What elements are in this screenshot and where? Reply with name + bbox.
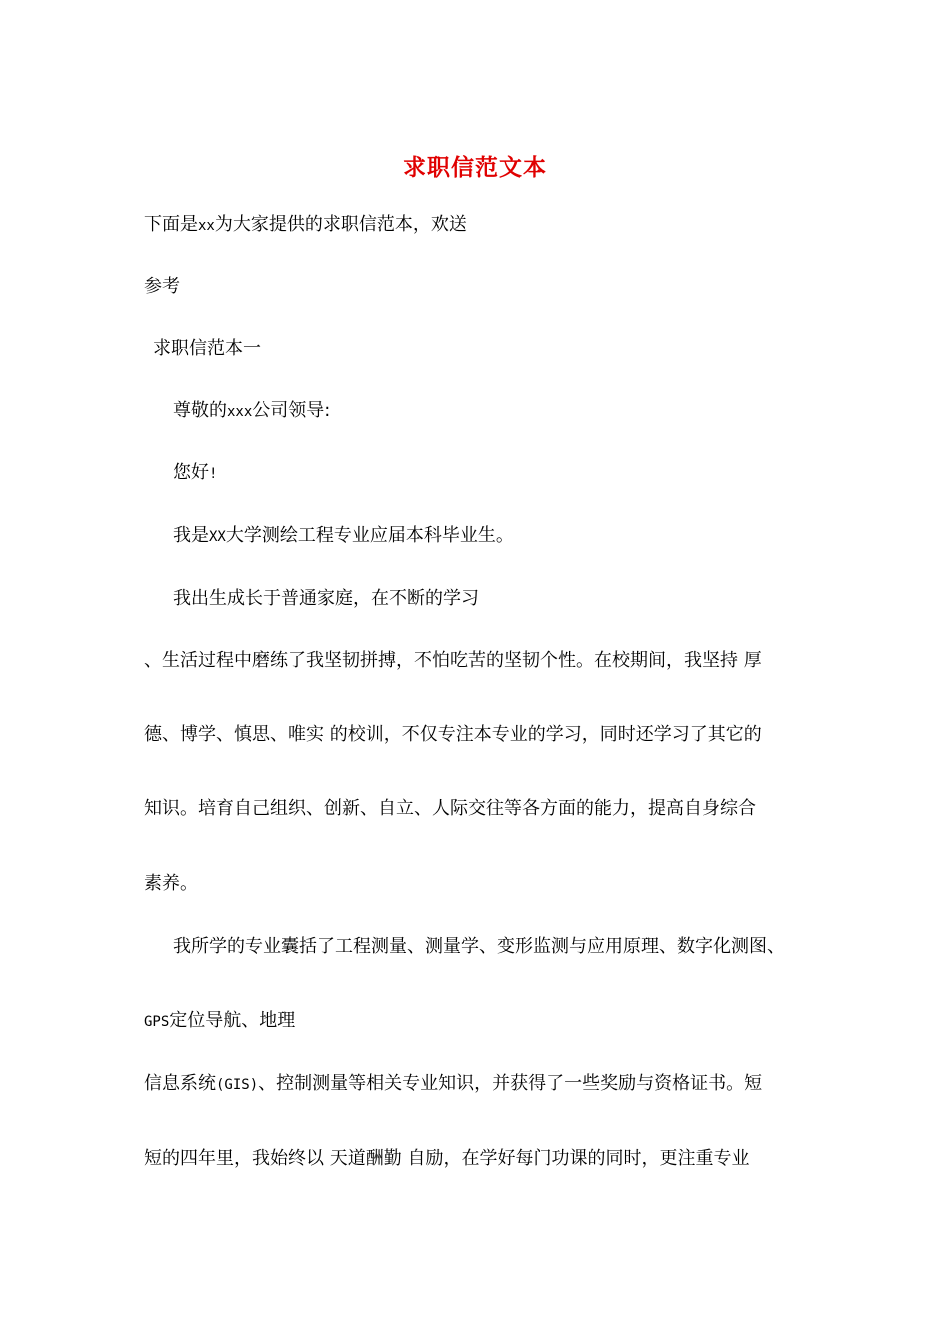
document-title: 求职信范文本 [403, 154, 547, 181]
paragraph-2-line-2: 、生活过程中磨练了我坚韧拼搏，不怕吃苦的坚韧个性。在校期间，我坚持 厚 [144, 650, 762, 671]
intro-text-c: 为大家提供的求职信范本，欢送 [214, 214, 467, 235]
intro-placeholder: xx [198, 218, 215, 234]
paragraph-3-line-2 [144, 1008, 295, 1035]
gis-text: (GIS) [216, 1077, 259, 1093]
university-placeholder: XX [209, 529, 226, 545]
greeting [173, 460, 217, 487]
paragraph-1 [173, 523, 514, 550]
p3-line2-text: 定位导航、地理 [169, 1010, 296, 1031]
salutation-text-c: 公司领导: [252, 400, 331, 421]
p1-text-c: 大学测绘工程专业应届本科毕业生。 [225, 525, 514, 546]
intro-line-2: 参考 [144, 276, 180, 297]
intro-line-1 [144, 212, 467, 239]
paragraph-3-line-1: 我所学的专业囊括了工程测量、测量学、变形监测与应用原理、数字化测图、 [173, 936, 785, 957]
paragraph-2-line-3: 德、博学、慎思、唯实 的校训，不仅专注本专业的学习，同时还学习了其它的 [144, 724, 762, 745]
paragraph-3-line-3 [144, 1071, 762, 1098]
section-heading: 求职信范本一 [153, 338, 261, 359]
p3-line3-text-a: 信息系统 [144, 1073, 216, 1094]
salutation [173, 398, 330, 425]
paragraph-2-line-1: 我出生成长于普通家庭，在不断的学习 [173, 588, 479, 609]
gps-text: GPS [144, 1014, 170, 1030]
paragraph-2-line-5: 素养。 [144, 873, 198, 894]
intro-text-a: 下面是 [144, 214, 198, 235]
salutation-text-a: 尊敬的 [173, 400, 227, 421]
paragraph-2-line-4: 知识。培育自己组织、创新、自立、人际交往等各方面的能力，提高自身综合 [144, 798, 756, 819]
company-placeholder: xxx [227, 404, 253, 420]
p3-line3-text-c: 、控制测量等相关专业知识，并获得了一些奖励与资格证书。短 [258, 1073, 763, 1094]
p1-text-a: 我是 [173, 525, 209, 546]
greeting-mark: ! [209, 466, 218, 482]
greeting-text: 您好 [173, 462, 209, 483]
paragraph-3-line-4: 短的四年里，我始终以 天道酬勤 自励，在学好每门功课的同时，更注重专业 [144, 1148, 750, 1169]
